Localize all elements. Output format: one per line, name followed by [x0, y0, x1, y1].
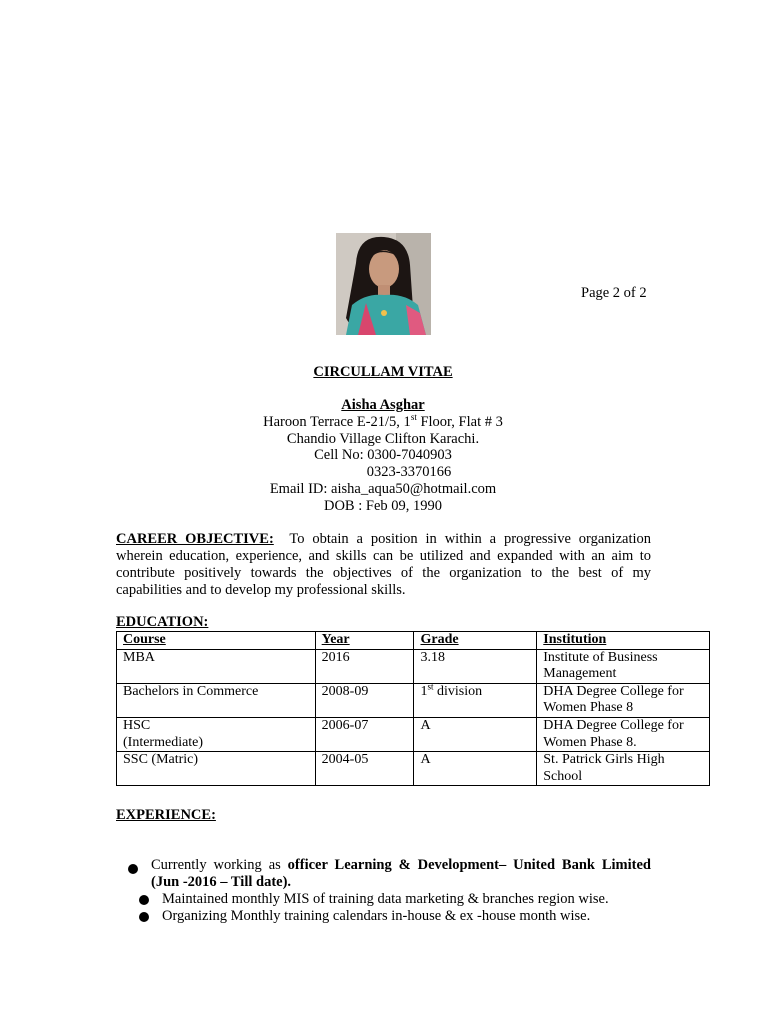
list-item — [116, 908, 656, 925]
course-cell: Bachelors in Commerce — [117, 683, 316, 717]
grade-cell: 3.18 — [414, 649, 537, 683]
experience-position: officer Learning & Development– United Bank Limited (Jun -2016 – Till date). — [151, 857, 651, 890]
email: Email ID: aisha_aqua50@hotmail.com — [269, 480, 497, 497]
course-subtext: (Intermediate) — [123, 734, 204, 750]
course-cell — [117, 717, 316, 751]
institution-cell: DHA Degree College for Women Phase 8. — [537, 717, 710, 751]
course-text: MBA — [123, 649, 155, 665]
grade-cell: A — [414, 752, 537, 786]
column-header-institution: Institution — [537, 632, 710, 650]
page-number: Page 2 of 2 — [581, 285, 647, 301]
course-cell — [117, 649, 316, 683]
cell-number-2: 0323-3370166 — [366, 464, 452, 481]
education-heading: EDUCATION: — [116, 614, 209, 630]
table-header-row — [117, 632, 710, 650]
institution-cell: DHA Degree College for Women Phase 8 — [537, 683, 710, 717]
objective-text: To obtain a position in within a progressive organization wherein education, experience, and skills can be utilized and expanded with an aim to contribute positively towards the objectives of the organization to the best of my capabilities and to develop my professional skills. — [116, 531, 652, 598]
institution-cell: St. Patrick Girls High School — [537, 752, 710, 786]
table-row — [117, 683, 710, 717]
column-header-year: Year — [315, 632, 414, 650]
contact-header — [180, 397, 586, 515]
superscript: st — [427, 681, 434, 692]
career-objective — [116, 531, 651, 599]
grade-cell — [414, 683, 537, 717]
year-cell: 2016 — [315, 649, 414, 683]
year-cell: 2006-07 — [315, 717, 414, 751]
table-row — [117, 717, 710, 751]
experience-heading: EXPERIENCE: — [116, 807, 216, 823]
address-text: Floor, Flat # 3 — [416, 413, 503, 430]
list-item — [116, 891, 656, 908]
year-cell: 2004-05 — [315, 752, 414, 786]
year-cell: 2008-09 — [315, 683, 414, 717]
institution-cell: Institute of Business Management — [537, 649, 710, 683]
column-header-grade: Grade — [414, 632, 537, 650]
experience-list — [116, 857, 656, 925]
education-table — [116, 631, 710, 786]
applicant-name: Aisha Asghar — [341, 397, 425, 413]
course-cell: SSC (Matric) — [117, 752, 316, 786]
bullet-icon — [128, 864, 138, 874]
superscript: st — [410, 411, 417, 422]
profile-photo — [336, 233, 431, 335]
column-header-course: Course — [117, 632, 316, 650]
experience-text: Currently working as — [151, 857, 288, 873]
cell-number: Cell No: 0300-7040903 — [314, 447, 452, 464]
date-of-birth: DOB : Feb 09, 1990 — [323, 497, 443, 514]
table-row — [117, 752, 710, 786]
grade-cell: A — [414, 717, 537, 751]
course-text: HSC — [123, 717, 151, 733]
address-line-1 — [180, 411, 586, 431]
bullet-icon — [139, 912, 149, 922]
list-item — [116, 857, 651, 891]
experience-duty: Maintained monthly MIS of training data marketing & branches region wise. — [162, 891, 609, 907]
grade-text: division — [433, 683, 483, 699]
table-row — [117, 649, 710, 683]
document-title: CIRCULLAM VITAE — [313, 364, 453, 380]
address-text: Haroon Terrace E-21/5, 1 — [263, 413, 411, 430]
grade-text: 1 — [420, 683, 428, 699]
objective-label: CAREER OBJECTIVE: — [116, 531, 274, 547]
experience-duty: Organizing Monthly training calendars in-house & ex -house month wise. — [162, 908, 591, 924]
bullet-icon — [139, 895, 149, 905]
address-line-2: Chandio Village Clifton Karachi. — [286, 430, 480, 447]
